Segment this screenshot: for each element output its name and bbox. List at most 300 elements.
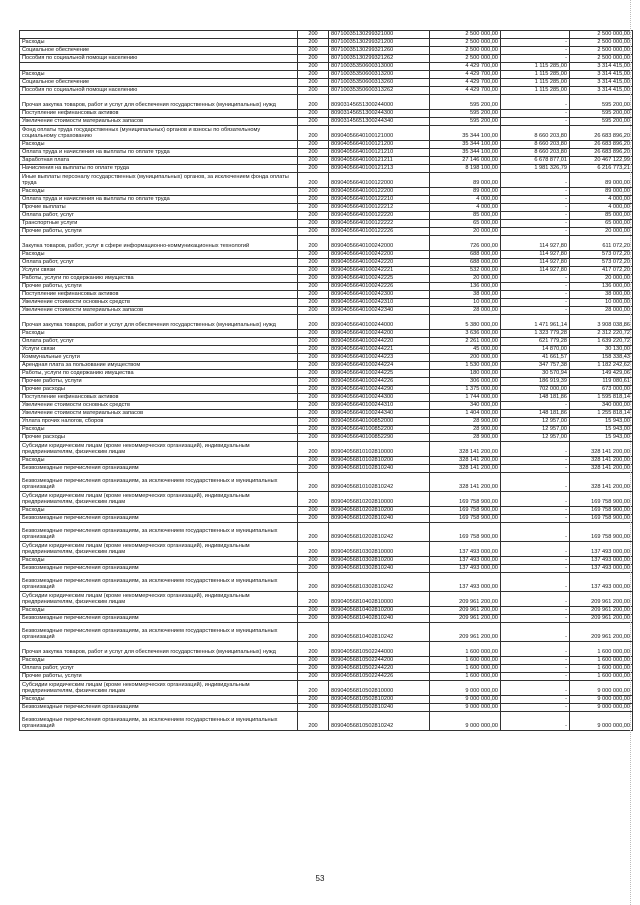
line-code-cell: 200	[298, 31, 329, 39]
table-row	[20, 283, 633, 291]
approved-amount-cell: 35 344 100,00	[430, 149, 501, 157]
executed-amount-cell: 114 927,80	[501, 251, 570, 259]
unexecuted-amount-cell: 26 683 896,20	[570, 126, 633, 141]
line-code-cell: 200	[298, 623, 329, 642]
table-row	[20, 615, 633, 623]
line-code-cell: 200	[298, 149, 329, 157]
expense-name-cell: Прочая закупка товаров, работ и услуг для обеспечения государственных (муниципальных) нужд	[20, 642, 298, 657]
expense-name-cell: Расходы	[20, 457, 298, 465]
expense-name-cell: Оплата труда и начисления на выплаты по оплате труда	[20, 149, 298, 157]
unexecuted-amount-cell: 149 429,06	[570, 370, 633, 378]
unexecuted-amount-cell: 9 000 000,00	[570, 704, 633, 712]
expense-name-cell	[20, 31, 298, 39]
unexecuted-amount-cell: 209 961 200,00	[570, 623, 633, 642]
expense-name-cell	[20, 63, 298, 71]
approved-amount-cell: 28 900,00	[430, 426, 501, 434]
executed-amount-cell: -	[501, 307, 570, 315]
executed-amount-cell: 12 957,00	[501, 426, 570, 434]
expense-name-cell: Расходы	[20, 330, 298, 338]
unexecuted-amount-cell: 595 200,00	[570, 95, 633, 110]
unexecuted-amount-cell: 1 255 818,14	[570, 410, 633, 418]
unexecuted-amount-cell: 20 000,00	[570, 275, 633, 283]
budget-classification-cell: 80904056640100242200	[329, 251, 430, 259]
budget-classification-cell: 80710035130299321262	[329, 55, 430, 63]
line-code-cell: 200	[298, 642, 329, 657]
unexecuted-amount-cell: 1 600 000,00	[570, 657, 633, 665]
expense-name-cell: Прочие работы, услуги	[20, 283, 298, 291]
expense-name-cell: Расходы	[20, 507, 298, 515]
unexecuted-amount-cell: 340 000,00	[570, 402, 633, 410]
line-code-cell: 200	[298, 681, 329, 696]
budget-classification-cell: 80904056810502810242	[329, 712, 430, 731]
approved-amount-cell: 4 429 700,00	[430, 63, 501, 71]
line-code-cell: 200	[298, 402, 329, 410]
table-row	[20, 642, 633, 657]
expense-name-cell: Безвозмездные перечисления организациям	[20, 465, 298, 473]
line-code-cell: 200	[298, 165, 329, 173]
unexecuted-amount-cell: 573 072,20	[570, 259, 633, 267]
budget-classification-cell: 80904056810102810000	[329, 442, 430, 457]
approved-amount-cell: 9 000 000,00	[430, 696, 501, 704]
expense-name-cell: Безвозмездные перечисления организациям	[20, 515, 298, 523]
table-row	[20, 434, 633, 442]
table-row	[20, 515, 633, 523]
executed-amount-cell: -	[501, 299, 570, 307]
executed-amount-cell: -	[501, 55, 570, 63]
line-code-cell: 200	[298, 251, 329, 259]
line-code-cell: 200	[298, 71, 329, 79]
unexecuted-amount-cell: 169 758 900,00	[570, 523, 633, 542]
line-code-cell: 200	[298, 157, 329, 165]
table-row	[20, 141, 633, 149]
table-row	[20, 370, 633, 378]
approved-amount-cell: 27 146 000,00	[430, 157, 501, 165]
approved-amount-cell: 688 000,00	[430, 251, 501, 259]
line-code-cell: 200	[298, 665, 329, 673]
table-row	[20, 457, 633, 465]
budget-classification-cell: 80904056640100242221	[329, 267, 430, 275]
expense-name-cell: Безвозмездные перечисления организациям, за исключением государственных и муниципальных организаций	[20, 623, 298, 642]
unexecuted-amount-cell: 89 000,00	[570, 173, 633, 188]
executed-amount-cell: -	[501, 442, 570, 457]
line-code-cell: 200	[298, 79, 329, 87]
line-code-cell: 200	[298, 523, 329, 542]
budget-classification-cell: 80904056810302810240	[329, 565, 430, 573]
approved-amount-cell: 2 500 000,00	[430, 31, 501, 39]
table-row	[20, 79, 633, 87]
approved-amount-cell: 5 380 000,00	[430, 315, 501, 330]
executed-amount-cell: 14 870,00	[501, 346, 570, 354]
executed-amount-cell: -	[501, 642, 570, 657]
expense-name-cell: Прочая закупка товаров, работ и услуг для обеспечения государственных (муниципальных) нужд	[20, 315, 298, 330]
line-code-cell: 200	[298, 118, 329, 126]
budget-classification-cell: 80904056810502244220	[329, 665, 430, 673]
expense-name-cell: Услуги связи	[20, 346, 298, 354]
executed-amount-cell: -	[501, 47, 570, 55]
budget-classification-cell: 80904056640100244226	[329, 378, 430, 386]
table-row	[20, 657, 633, 665]
table-row	[20, 565, 633, 573]
budget-classification-cell: 80904056640100244310	[329, 402, 430, 410]
executed-amount-cell: -	[501, 204, 570, 212]
table-body	[20, 31, 633, 731]
budget-classification-cell: 80904056810202810200	[329, 507, 430, 515]
approved-amount-cell: 1 404 000,00	[430, 410, 501, 418]
line-code-cell: 200	[298, 362, 329, 370]
approved-amount-cell: 85 000,00	[430, 212, 501, 220]
line-code-cell: 200	[298, 173, 329, 188]
executed-amount-cell: 6 678 877,01	[501, 157, 570, 165]
unexecuted-amount-cell: 169 758 900,00	[570, 515, 633, 523]
budget-classification-cell: 80710035350600313262	[329, 87, 430, 95]
budget-classification-cell: 80904056640100122212	[329, 204, 430, 212]
approved-amount-cell: 328 141 200,00	[430, 465, 501, 473]
budget-classification-cell: 80904056640100244300	[329, 394, 430, 402]
unexecuted-amount-cell: 1 639 220,72	[570, 338, 633, 346]
expense-name-cell: Расходы	[20, 657, 298, 665]
expense-name-cell: Прочие работы, услуги	[20, 673, 298, 681]
approved-amount-cell: 35 344 100,00	[430, 141, 501, 149]
unexecuted-amount-cell: 137 493 000,00	[570, 565, 633, 573]
line-code-cell: 200	[298, 434, 329, 442]
expense-name-cell: Оплата работ, услуг	[20, 259, 298, 267]
expense-name-cell: Безвозмездные перечисления организациям, за исключением государственных и муниципальных организаций	[20, 573, 298, 592]
expense-name-cell: Поступление нефинансовых активов	[20, 110, 298, 118]
table-row	[20, 87, 633, 95]
unexecuted-amount-cell: 15 943,00	[570, 418, 633, 426]
unexecuted-amount-cell: 1 595 818,14	[570, 394, 633, 402]
expense-name-cell: Прочие расходы	[20, 386, 298, 394]
unexecuted-amount-cell: 3 314 415,00	[570, 63, 633, 71]
expense-name-cell: Субсидии юридическим лицам (кроме некоммерческих организаций), индивидуальным предпринимателям, физическим лицам	[20, 542, 298, 557]
line-code-cell: 200	[298, 657, 329, 665]
table-row	[20, 55, 633, 63]
line-code-cell: 200	[298, 126, 329, 141]
table-row	[20, 39, 633, 47]
table-row	[20, 362, 633, 370]
executed-amount-cell: -	[501, 681, 570, 696]
budget-classification-cell: 80904056640100852290	[329, 434, 430, 442]
line-code-cell: 200	[298, 565, 329, 573]
expense-name-cell: Оплата труда и начисления на выплаты по оплате труда	[20, 196, 298, 204]
table-row	[20, 126, 633, 141]
line-code-cell: 200	[298, 542, 329, 557]
approved-amount-cell: 1 600 000,00	[430, 665, 501, 673]
table-row	[20, 165, 633, 173]
approved-amount-cell: 209 961 200,00	[430, 615, 501, 623]
approved-amount-cell: 169 758 900,00	[430, 492, 501, 507]
table-row	[20, 673, 633, 681]
line-code-cell: 200	[298, 47, 329, 55]
approved-amount-cell: 20 000,00	[430, 228, 501, 236]
expense-name-cell: Субсидии юридическим лицам (кроме некоммерческих организаций), индивидуальным предпринимателям, физическим лицам	[20, 592, 298, 607]
line-code-cell: 200	[298, 410, 329, 418]
approved-amount-cell: 2 500 000,00	[430, 55, 501, 63]
approved-amount-cell: 1 600 000,00	[430, 673, 501, 681]
budget-classification-cell: 80710035130299321260	[329, 47, 430, 55]
unexecuted-amount-cell: 9 000 000,00	[570, 712, 633, 731]
budget-classification-cell: 80904056810402810242	[329, 623, 430, 642]
budget-classification-cell: 80904056810502244200	[329, 657, 430, 665]
approved-amount-cell: 28 000,00	[430, 307, 501, 315]
table-row	[20, 291, 633, 299]
table-row	[20, 704, 633, 712]
executed-amount-cell: 1 323 779,28	[501, 330, 570, 338]
executed-amount-cell: -	[501, 465, 570, 473]
unexecuted-amount-cell: 26 683 896,20	[570, 141, 633, 149]
budget-classification-cell: 80904056640100242340	[329, 307, 430, 315]
expense-name-cell: Фонд оплаты труда государственных (муниципальных) органов и взносы по обязательному социальному страхованию	[20, 126, 298, 141]
table-row	[20, 557, 633, 565]
table-row	[20, 712, 633, 731]
unexecuted-amount-cell: 169 758 900,00	[570, 492, 633, 507]
approved-amount-cell: 340 000,00	[430, 402, 501, 410]
budget-classification-cell: 80904056640100242220	[329, 259, 430, 267]
expense-name-cell: Расходы	[20, 141, 298, 149]
table-row	[20, 492, 633, 507]
approved-amount-cell: 89 000,00	[430, 188, 501, 196]
approved-amount-cell: 137 493 000,00	[430, 565, 501, 573]
line-code-cell: 200	[298, 315, 329, 330]
approved-amount-cell: 726 000,00	[430, 236, 501, 251]
approved-amount-cell: 209 961 200,00	[430, 607, 501, 615]
budget-classification-cell: 80904056640100244220	[329, 338, 430, 346]
approved-amount-cell: 137 493 000,00	[430, 573, 501, 592]
line-code-cell: 200	[298, 712, 329, 731]
executed-amount-cell: 41 661,57	[501, 354, 570, 362]
line-code-cell: 200	[298, 228, 329, 236]
budget-classification-cell: 80904056640100244224	[329, 362, 430, 370]
table-row	[20, 507, 633, 515]
line-code-cell: 200	[298, 465, 329, 473]
unexecuted-amount-cell: 573 072,20	[570, 251, 633, 259]
unexecuted-amount-cell: 417 072,20	[570, 267, 633, 275]
unexecuted-amount-cell: 30 130,00	[570, 346, 633, 354]
budget-classification-cell: 80904056810302810000	[329, 542, 430, 557]
budget-classification-cell: 80904056810202810242	[329, 523, 430, 542]
table-row	[20, 228, 633, 236]
budget-classification-cell: 80904056640100242310	[329, 299, 430, 307]
expense-name-cell: Коммунальные услуги	[20, 354, 298, 362]
executed-amount-cell: -	[501, 118, 570, 126]
table-row	[20, 259, 633, 267]
executed-amount-cell: -	[501, 473, 570, 492]
budget-classification-cell: 80904056640100244290	[329, 386, 430, 394]
executed-amount-cell: 148 181,86	[501, 394, 570, 402]
executed-amount-cell: -	[501, 39, 570, 47]
executed-amount-cell: -	[501, 110, 570, 118]
executed-amount-cell: -	[501, 542, 570, 557]
line-code-cell: 200	[298, 196, 329, 204]
approved-amount-cell: 2 261 000,00	[430, 338, 501, 346]
approved-amount-cell: 89 000,00	[430, 173, 501, 188]
expense-name-cell: Увеличение стоимости материальных запасов	[20, 118, 298, 126]
executed-amount-cell: 114 927,80	[501, 267, 570, 275]
approved-amount-cell: 136 000,00	[430, 283, 501, 291]
line-code-cell: 200	[298, 63, 329, 71]
unexecuted-amount-cell: 119 080,61	[570, 378, 633, 386]
unexecuted-amount-cell: 2 500 000,00	[570, 47, 633, 55]
budget-classification-cell: 80904056640100242225	[329, 275, 430, 283]
table-row	[20, 212, 633, 220]
unexecuted-amount-cell: 595 200,00	[570, 118, 633, 126]
budget-classification-cell: 80904056640100244225	[329, 370, 430, 378]
expense-name-cell: Пособия по социальной помощи населению	[20, 55, 298, 63]
table-row	[20, 157, 633, 165]
unexecuted-amount-cell: 2 500 000,00	[570, 55, 633, 63]
table-row	[20, 410, 633, 418]
executed-amount-cell: 8 660 203,80	[501, 149, 570, 157]
budget-classification-cell: 80904056640100852200	[329, 426, 430, 434]
budget-classification-cell: 80710035130299321200	[329, 39, 430, 47]
approved-amount-cell: 169 758 900,00	[430, 523, 501, 542]
unexecuted-amount-cell: 6 216 773,21	[570, 165, 633, 173]
executed-amount-cell: -	[501, 557, 570, 565]
line-code-cell: 200	[298, 259, 329, 267]
expense-name-cell: Расходы	[20, 607, 298, 615]
expense-name-cell: Оплата работ, услуг	[20, 665, 298, 673]
table-row	[20, 196, 633, 204]
line-code-cell: 200	[298, 557, 329, 565]
approved-amount-cell: 532 000,00	[430, 267, 501, 275]
unexecuted-amount-cell: 15 943,00	[570, 434, 633, 442]
expense-name-cell: Безвозмездные перечисления организациям, за исключением государственных и муниципальных организаций	[20, 523, 298, 542]
unexecuted-amount-cell: 137 493 000,00	[570, 542, 633, 557]
budget-classification-cell: 80904056810202810240	[329, 515, 430, 523]
approved-amount-cell: 2 500 000,00	[430, 47, 501, 55]
table-row	[20, 696, 633, 704]
line-code-cell: 200	[298, 95, 329, 110]
unexecuted-amount-cell: 611 072,20	[570, 236, 633, 251]
table-row	[20, 592, 633, 607]
budget-classification-cell: 80904056640100244000	[329, 315, 430, 330]
executed-amount-cell: 1 115 285,00	[501, 71, 570, 79]
table-row	[20, 110, 633, 118]
approved-amount-cell: 9 000 000,00	[430, 704, 501, 712]
table-row	[20, 465, 633, 473]
table-row	[20, 149, 633, 157]
executed-amount-cell: -	[501, 623, 570, 642]
unexecuted-amount-cell: 137 493 000,00	[570, 557, 633, 565]
line-code-cell: 200	[298, 418, 329, 426]
executed-amount-cell: -	[501, 507, 570, 515]
table-row	[20, 338, 633, 346]
approved-amount-cell: 595 200,00	[430, 110, 501, 118]
unexecuted-amount-cell: 1 600 000,00	[570, 665, 633, 673]
expense-name-cell: Транспортные услуги	[20, 220, 298, 228]
executed-amount-cell: -	[501, 188, 570, 196]
line-code-cell: 200	[298, 442, 329, 457]
table-row	[20, 63, 633, 71]
executed-amount-cell	[501, 31, 570, 39]
executed-amount-cell: -	[501, 457, 570, 465]
budget-classification-cell: 80904056640100244200	[329, 330, 430, 338]
budget-classification-cell: 80904056810502810240	[329, 704, 430, 712]
expense-name-cell: Расходы	[20, 39, 298, 47]
executed-amount-cell: -	[501, 275, 570, 283]
approved-amount-cell: 9 000 000,00	[430, 712, 501, 731]
unexecuted-amount-cell: 20 467 122,99	[570, 157, 633, 165]
unexecuted-amount-cell: 595 200,00	[570, 110, 633, 118]
approved-amount-cell: 688 000,00	[430, 259, 501, 267]
executed-amount-cell: 148 181,86	[501, 410, 570, 418]
unexecuted-amount-cell: 3 314 415,00	[570, 79, 633, 87]
line-code-cell: 200	[298, 426, 329, 434]
budget-classification-cell: 80904056810402810240	[329, 615, 430, 623]
expense-name-cell: Оплата работ, услуг	[20, 212, 298, 220]
executed-amount-cell: -	[501, 615, 570, 623]
table-row	[20, 188, 633, 196]
expense-name-cell: Увеличение стоимости основных средств	[20, 299, 298, 307]
line-code-cell: 200	[298, 220, 329, 228]
executed-amount-cell: 1 981 326,79	[501, 165, 570, 173]
executed-amount-cell: 347 757,38	[501, 362, 570, 370]
approved-amount-cell: 1 375 000,00	[430, 386, 501, 394]
line-code-cell: 200	[298, 673, 329, 681]
expense-name-cell: Безвозмездные перечисления организациям	[20, 704, 298, 712]
line-code-cell: 200	[298, 141, 329, 149]
unexecuted-amount-cell: 328 141 200,00	[570, 473, 633, 492]
approved-amount-cell: 1 600 000,00	[430, 657, 501, 665]
table-row	[20, 47, 633, 55]
unexecuted-amount-cell: 4 000,00	[570, 204, 633, 212]
executed-amount-cell: -	[501, 228, 570, 236]
unexecuted-amount-cell: 2 312 220,72	[570, 330, 633, 338]
table-row	[20, 346, 633, 354]
table-row	[20, 523, 633, 542]
line-code-cell: 200	[298, 457, 329, 465]
line-code-cell: 200	[298, 370, 329, 378]
line-code-cell: 200	[298, 592, 329, 607]
approved-amount-cell: 169 758 900,00	[430, 515, 501, 523]
executed-amount-cell: -	[501, 565, 570, 573]
executed-amount-cell: -	[501, 696, 570, 704]
approved-amount-cell: 328 141 200,00	[430, 442, 501, 457]
budget-classification-cell: 80903145651300244300	[329, 110, 430, 118]
executed-amount-cell: -	[501, 283, 570, 291]
approved-amount-cell: 137 493 000,00	[430, 557, 501, 565]
executed-amount-cell: -	[501, 592, 570, 607]
approved-amount-cell: 4 429 700,00	[430, 87, 501, 95]
unexecuted-amount-cell: 209 961 200,00	[570, 592, 633, 607]
budget-execution-table	[19, 30, 633, 731]
expense-name-cell: Прочие расходы	[20, 434, 298, 442]
budget-classification-cell: 80710035350600313260	[329, 79, 430, 87]
executed-amount-cell: -	[501, 402, 570, 410]
approved-amount-cell: 10 000,00	[430, 299, 501, 307]
unexecuted-amount-cell: 158 338,43	[570, 354, 633, 362]
expense-name-cell: Пособия по социальной помощи населению	[20, 87, 298, 95]
expense-name-cell: Расходы	[20, 71, 298, 79]
table-row	[20, 681, 633, 696]
table-row	[20, 251, 633, 259]
expense-name-cell: Работы, услуги по содержанию имущества	[20, 275, 298, 283]
unexecuted-amount-cell: 328 141 200,00	[570, 457, 633, 465]
approved-amount-cell: 4 429 700,00	[430, 71, 501, 79]
table-row	[20, 299, 633, 307]
expense-name-cell: Прочие работы, услуги	[20, 378, 298, 386]
expense-name-cell: Субсидии юридическим лицам (кроме некоммерческих организаций), индивидуальным предпринимателям, физическим лицам	[20, 442, 298, 457]
line-code-cell: 200	[298, 615, 329, 623]
table-row	[20, 378, 633, 386]
table-row	[20, 95, 633, 110]
budget-classification-cell: 80904056810102810242	[329, 473, 430, 492]
budget-classification-cell: 80904056810402810200	[329, 607, 430, 615]
approved-amount-cell: 209 961 200,00	[430, 592, 501, 607]
approved-amount-cell: 65 000,00	[430, 220, 501, 228]
table-row	[20, 542, 633, 557]
scan-edge	[630, 0, 634, 905]
